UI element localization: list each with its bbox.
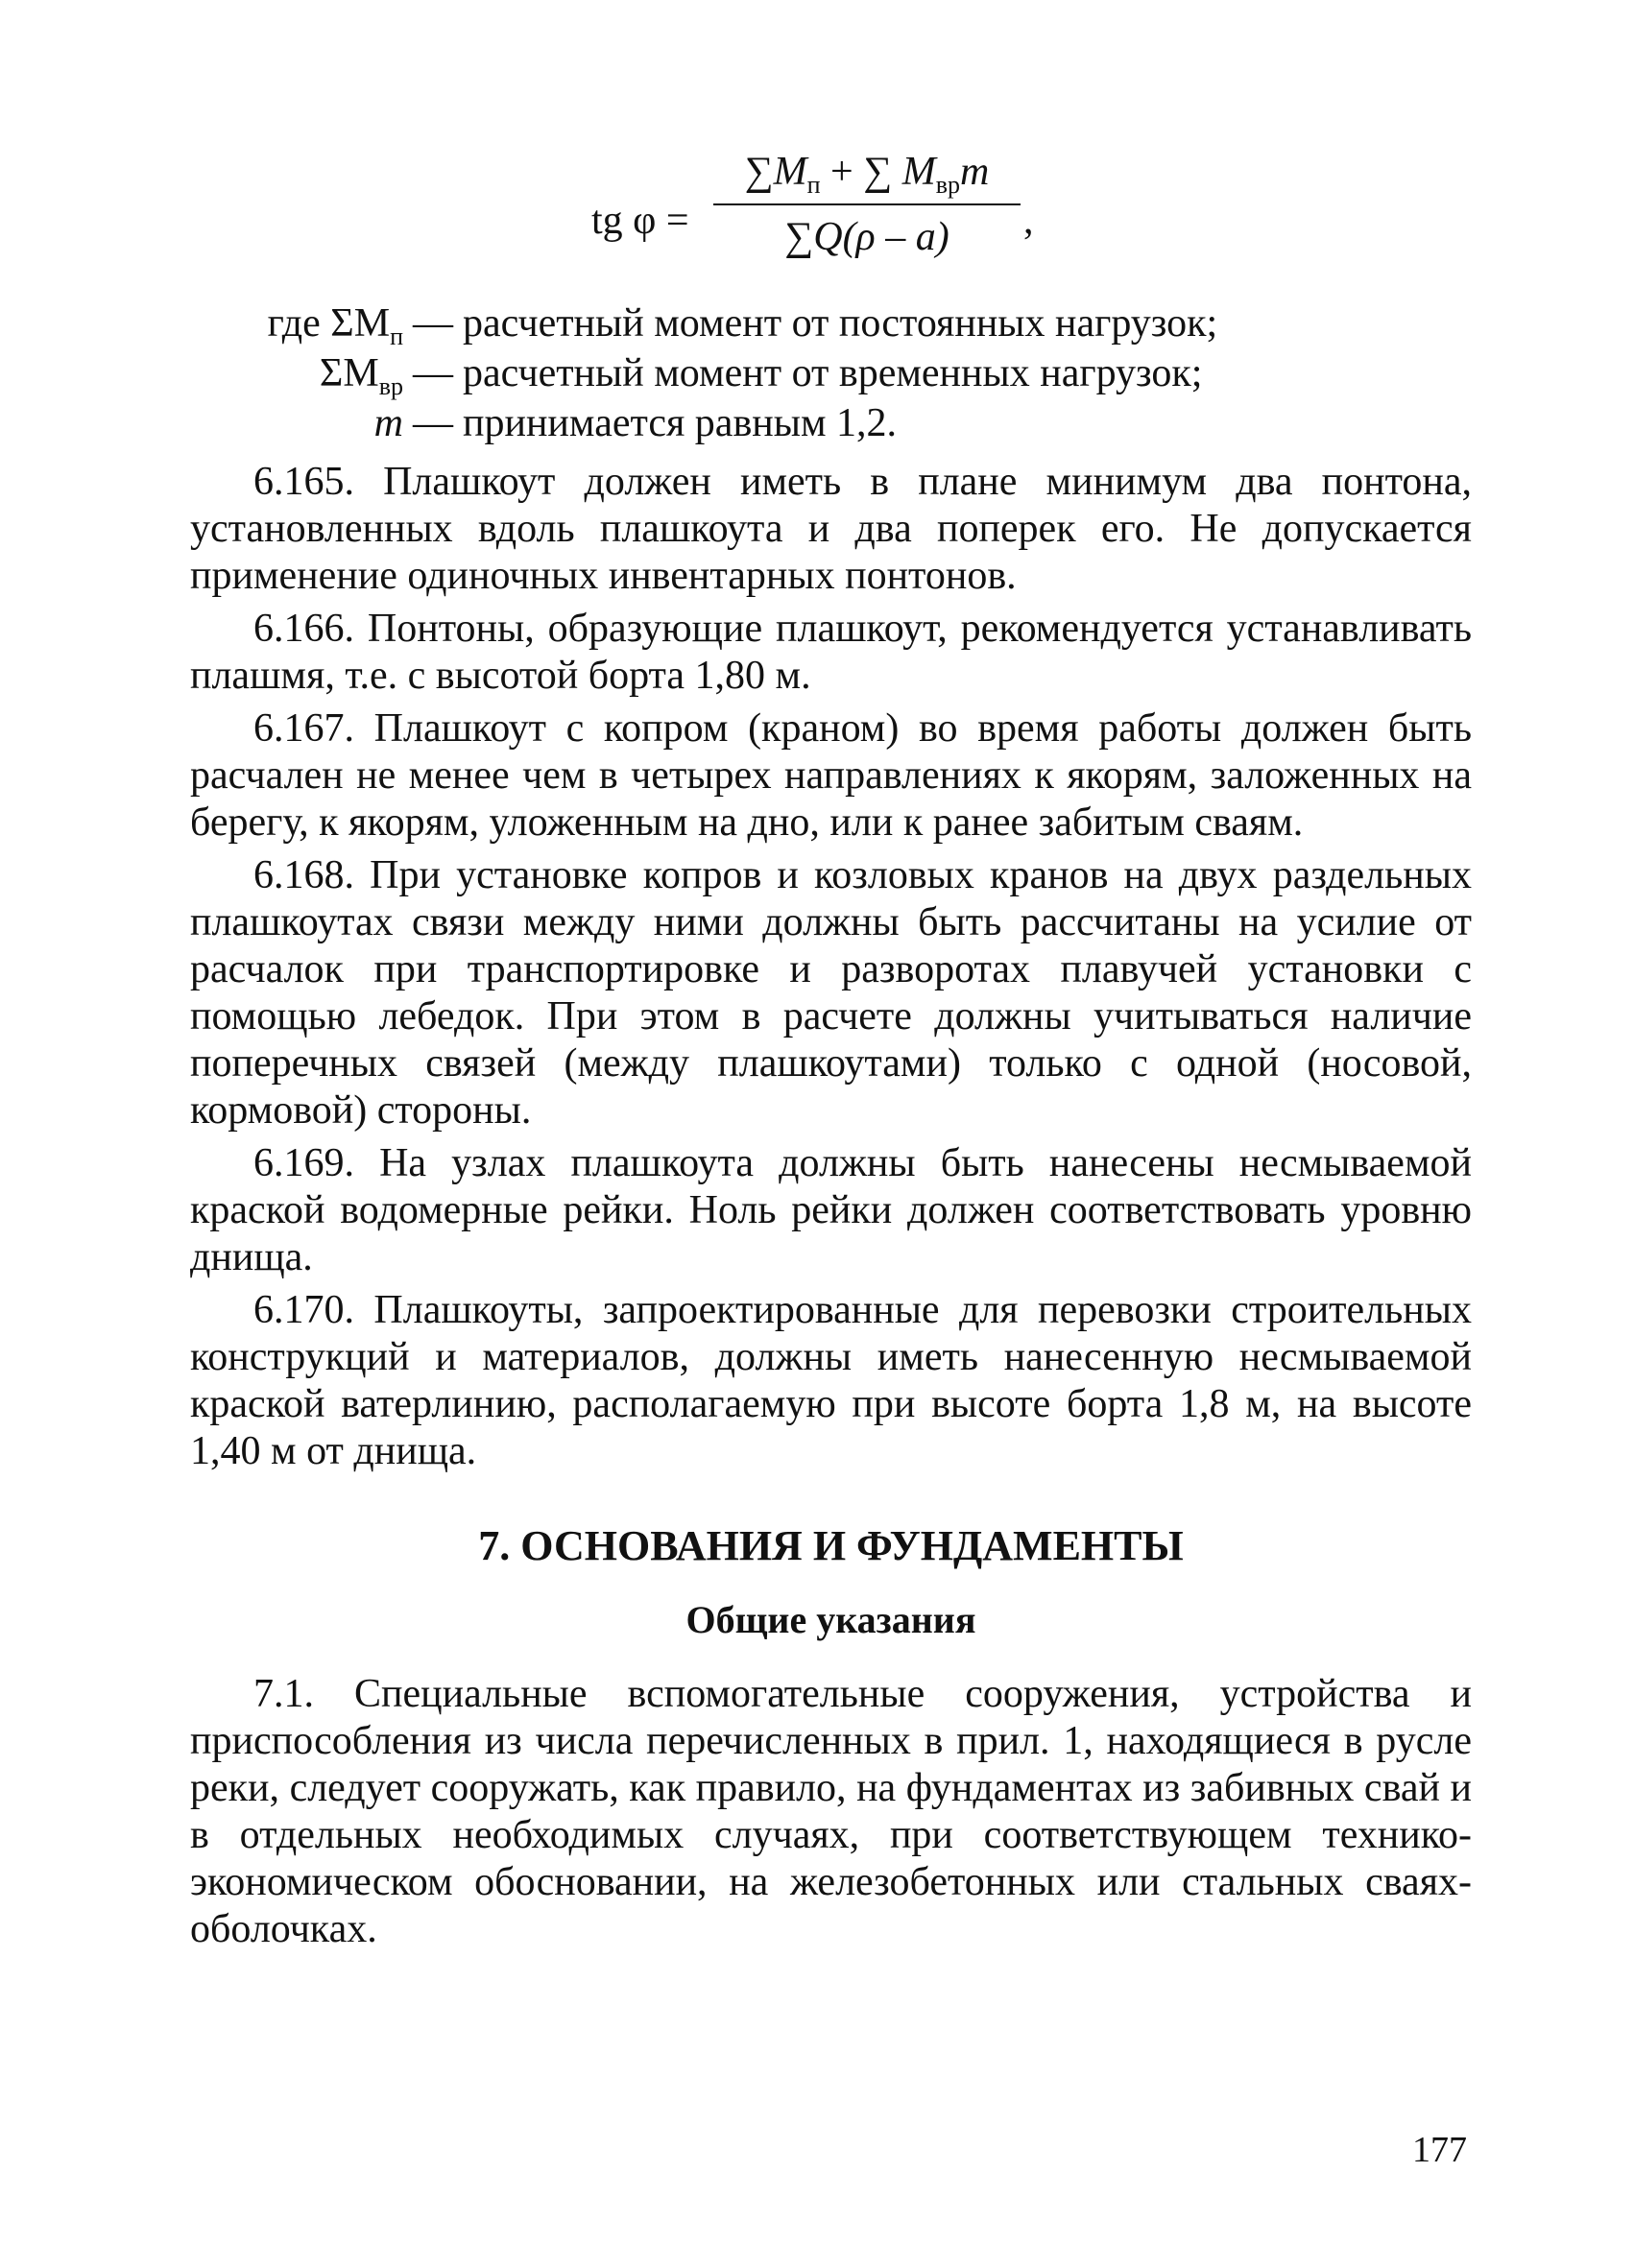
page-number: 177 — [1412, 2130, 1467, 2170]
formula-denominator: ∑Q(ρ – a) — [784, 215, 949, 259]
paragraph-7-1: 7.1. Специальные вспомогательные сооружения, устройства и приспособления из числа перечисленных в прил. 1, находящиеся в русле реки, следует сооружать, как правило, на фундаментах из забивных свай и в отдельных необходимых случаях, при соответствующем технико-экономическом обосновании, на железобетонных или стальных сваях-оболочках. — [190, 1672, 1472, 1951]
paragraph-6-169: 6.169. На узлах плашкоута должны быть нанесены несмываемой краской водомерные рейки. Ноль рейки должен соответствовать уровню днища. — [190, 1141, 1472, 1279]
paragraph-6-167: 6.167. Плашкоут с копром (краном) во время работы должен быть расчален не менее чем в четырех направлениях к якорям, заложенных на берегу, к якорям, уложенным на дно, или к ранее забитым сваям. — [190, 706, 1472, 845]
paragraph-6-168: 6.168. При установке копров и козловых кранов на двух раздельных плашкоутах связи между ними должны быть рассчитаны на усилие от расчалок при транспортировке и разворотах плавучей установки с помощью лебедок. При этом в расчете должны учитываться наличие поперечных связей (между плашкоутами) только с одной (носовой, кормовой) стороны. — [190, 853, 1472, 1133]
fraction-bar — [713, 203, 1021, 205]
formula-definitions — [190, 299, 1472, 453]
definition-row: где $\Sigma M_п$ — расчетный момент от постоянных нагрузок; — [267, 301, 1218, 351]
paragraph-6-165: 6.165. Плашкоут должен иметь в плане минимум два понтона, установленных вдоль плашкоута и два поперек его. Не допускается применение одиночных инвентарных понтонов. — [190, 460, 1472, 598]
paragraph-6-166: 6.166. Понтоны, образующие плашкоут, рекомендуется устанавливать плашмя, т.е. с высотой борта 1,80 м. — [190, 607, 1472, 698]
formula-numerator: $\sum M_п$ + ∑ $M_{вр}m$ — [744, 150, 990, 200]
formula-fraction — [713, 144, 1021, 265]
definition-row: m — принимается равным 1,2. — [373, 401, 898, 445]
formula-comma: , — [1023, 199, 1034, 243]
definition-row: $\Sigma M_{вр}$ — расчетный момент от временных нагрузок; — [319, 351, 1203, 401]
section-title: 7. ОСНОВАНИЯ И ФУНДАМЕНТЫ — [478, 1522, 1184, 1569]
paragraph-6-170: 6.170. Плашкоуты, запроектированные для перевозки строительных конструкций и материалов, должны иметь нанесенную несмываемой краской ватерлинию, располагаемую при высоте борта 1,8 м, на высоте 1,40 м от днища. — [190, 1288, 1472, 1473]
tangent-formula — [190, 144, 1472, 278]
document-page — [190, 144, 1472, 2179]
subsection-title: Общие указания — [685, 1598, 976, 1641]
formula-lhs: tg φ = — [591, 199, 689, 243]
